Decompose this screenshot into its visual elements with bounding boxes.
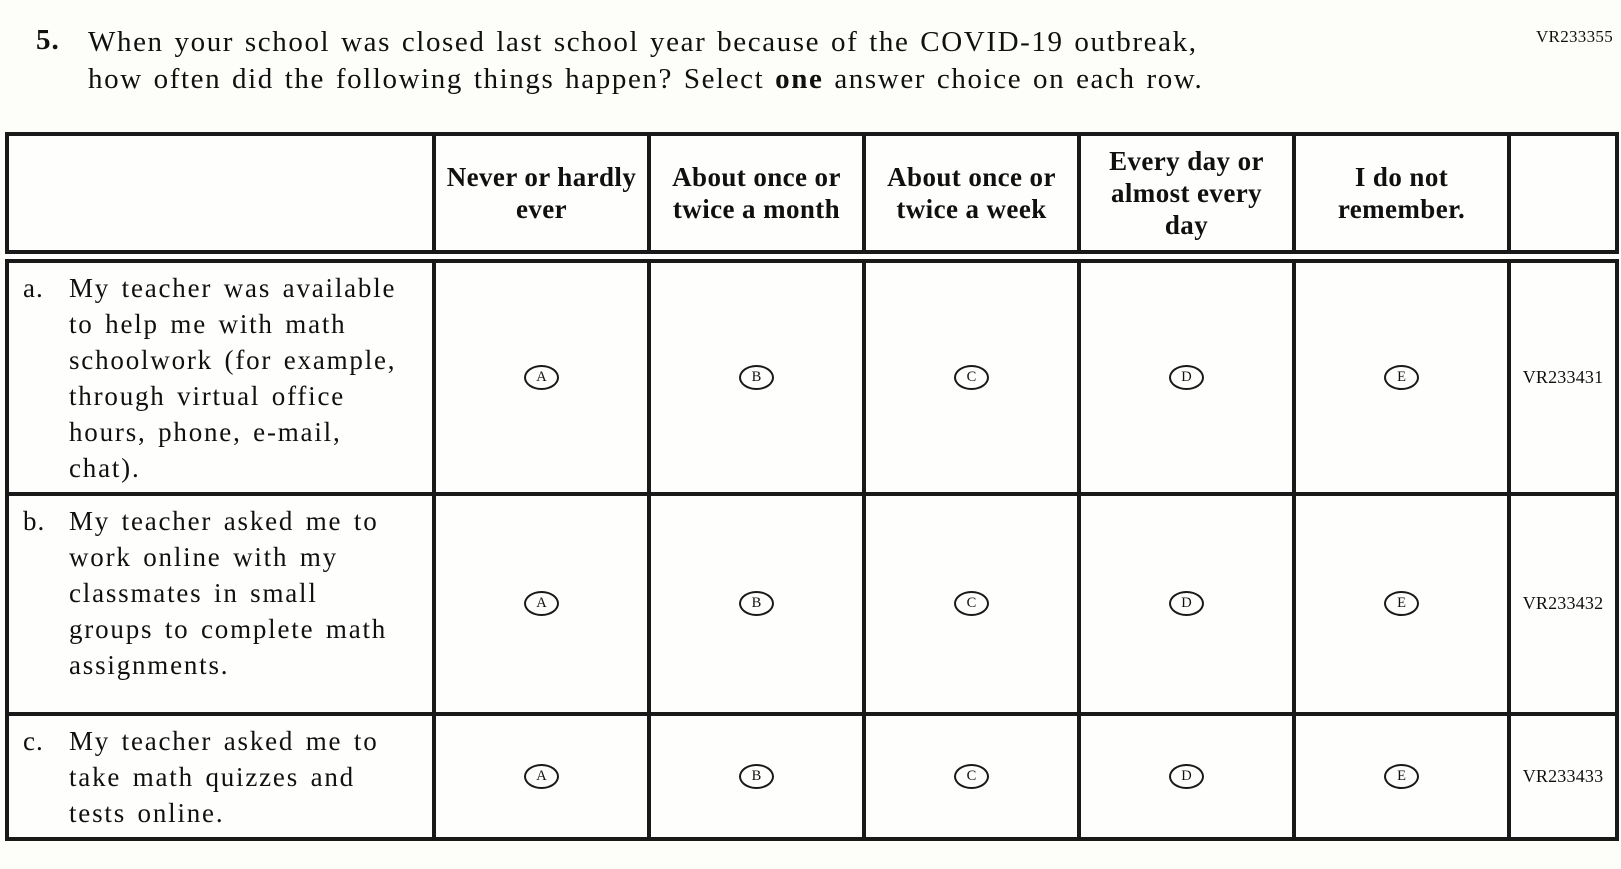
choice-cell-a-daily [1079, 256, 1294, 494]
column-header-never: Never or hardly ever [434, 134, 649, 256]
choice-cell-c-no-memory [1294, 714, 1509, 839]
question-line1: When your school was closed last school year because of the COVID-19 outbreak, [88, 26, 1198, 58]
row-statement-c: My teacher asked me to take math quizzes and tests online. [69, 725, 379, 828]
choice-cell-c-monthly [649, 714, 864, 839]
column-header-no-memory: I do not remember. [1294, 134, 1509, 256]
answer-bubble-a-E[interactable]: E [1384, 365, 1419, 390]
row-code-b: VR233432 [1509, 494, 1617, 714]
choice-cell-b-weekly [864, 494, 1079, 714]
row-code-a: VR233431 [1509, 256, 1617, 494]
grid-row-a [7, 256, 1617, 494]
choice-cell-b-monthly [649, 494, 864, 714]
statement-cell-c [7, 714, 434, 839]
response-grid [5, 132, 1619, 841]
row-statement-b: My teacher asked me to work online with my classmates in small groups to complete math assignments. [69, 505, 388, 680]
row-code-c: VR233433 [1509, 714, 1617, 839]
answer-bubble-c-B[interactable]: B [739, 764, 774, 789]
question-block [36, 24, 1621, 98]
answer-bubble-b-B[interactable]: B [739, 591, 774, 616]
choice-cell-c-weekly [864, 714, 1079, 839]
choice-cell-c-daily [1079, 714, 1294, 839]
column-header-weekly: About once or twice a week [864, 134, 1079, 256]
choice-cell-a-never [434, 256, 649, 494]
choice-cell-a-monthly [649, 256, 864, 494]
choice-cell-c-never [434, 714, 649, 839]
answer-bubble-b-C[interactable]: C [954, 591, 989, 616]
row-label-a: a. [23, 272, 44, 303]
question-emphasis: one [775, 63, 824, 95]
answer-bubble-a-A[interactable]: A [524, 365, 559, 390]
choice-cell-b-never [434, 494, 649, 714]
column-header-monthly: About once or twice a month [649, 134, 864, 256]
corner-cell [7, 134, 434, 256]
answer-bubble-a-B[interactable]: B [739, 365, 774, 390]
grid-row-b [7, 494, 1617, 714]
form-code: VR233355 [1535, 27, 1613, 46]
statement-cell-a [7, 256, 434, 494]
code-column-header [1509, 134, 1617, 256]
answer-bubble-a-C[interactable]: C [954, 365, 989, 390]
choice-cell-b-daily [1079, 494, 1294, 714]
choice-cell-a-weekly [864, 256, 1079, 494]
row-statement-a: My teacher was available to help me with math schoolwork (for example, through virtual office hours, phone, e-mail, chat). [69, 272, 397, 483]
choice-cell-a-no-memory [1294, 256, 1509, 494]
answer-bubble-a-D[interactable]: D [1169, 365, 1204, 390]
answer-bubble-c-A[interactable]: A [524, 764, 559, 789]
answer-bubble-c-D[interactable]: D [1169, 764, 1204, 789]
question-text [88, 24, 1203, 98]
answer-bubble-c-C[interactable]: C [954, 764, 989, 789]
answer-bubble-b-E[interactable]: E [1384, 591, 1419, 616]
question-line2-pre: how often did the following things happen? Select [88, 63, 776, 95]
column-header-daily: Every day or almost every day [1079, 134, 1294, 256]
answer-bubble-c-E[interactable]: E [1384, 764, 1419, 789]
row-label-c: c. [23, 725, 44, 756]
answer-bubble-b-A[interactable]: A [524, 591, 559, 616]
grid-header [7, 134, 1617, 256]
question-number: 5. [36, 24, 60, 56]
choice-cell-b-no-memory [1294, 494, 1509, 714]
grid-row-c [7, 714, 1617, 839]
statement-cell-b [7, 494, 434, 714]
row-label-b: b. [23, 505, 46, 536]
question-line2-post: answer choice on each row. [823, 63, 1204, 95]
answer-bubble-b-D[interactable]: D [1169, 591, 1204, 616]
